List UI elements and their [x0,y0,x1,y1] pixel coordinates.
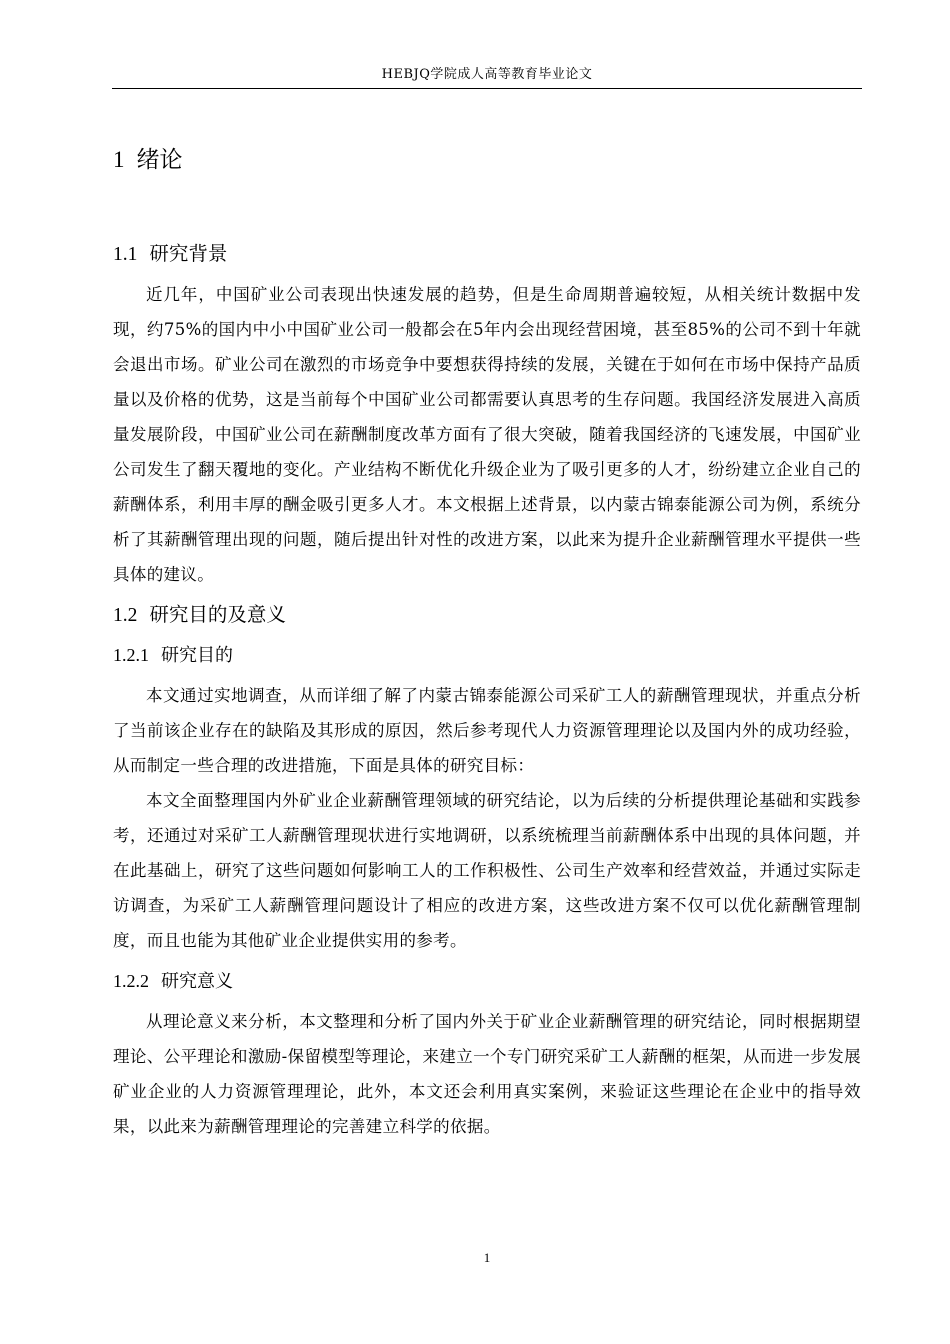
section-heading-1-1 [113,237,861,271]
subsection-heading-1-2-1 [113,638,861,672]
paragraph-background: 近几年，中国矿业公司表现出快速发展的趋势，但是生命周期普遍较短，从相关统计数据中发现，约75%的国内中小中国矿业公司一般都会在5年内会出现经营困境，甚至85%的公司不到十年就会退出市场。矿业公司在激烈的市场竞争中要想获得持续的发展，关键在于如何在市场中保持产品质量以及价格的优势，这是当前每个中国矿业公司都需要认真思考的生存问题。我国经济发展进入高质量发展阶段，中国矿业公司在薪酬制度改革方面有了很大突破，随着我国经济的飞速发展，中国矿业公司发生了翻天覆地的变化。产业结构不断优化升级企业为了吸引更多的人才，纷纷建立企业自己的薪酬体系，利用丰厚的酬金吸引更多人才。本文根据上述背景，以内蒙古锦泰能源公司为例，系统分析了其薪酬管理出现的问题，随后提出针对性的改进方案，以此来为提升企业薪酬管理水平提供一些具体的建议。 [113,285,861,584]
paragraph-purpose-1: 本文通过实地调查，从而详细了解了内蒙古锦泰能源公司采矿工人的薪酬管理现状，并重点分析了当前该企业存在的缺陷及其形成的原因，然后参考现代人力资源管理理论以及国内外的成功经验，从而制定一些合理的改进措施，下面是具体的研究目标： [113,686,861,775]
subsection-heading-1-2-2 [113,964,861,998]
body-content [113,140,861,1144]
section-title: 研究背景 [149,242,228,265]
section-title: 研究目的及意义 [149,603,286,626]
header-rule [112,88,862,89]
page-number: 1 [483,1250,491,1265]
chapter-heading [113,140,861,180]
chapter-title: 绪论 [136,147,183,173]
subsection-title: 研究意义 [161,971,233,992]
paragraph-purpose-2: 本文全面整理国内外矿业企业薪酬管理领域的研究结论，以为后续的分析提供理论基础和实践参考，还通过对采矿工人薪酬管理现状进行实地调研，以系统梳理当前薪酬体系中出现的具体问题，并在此基础上，研究了这些问题如何影响工人的工作积极性、公司生产效率和经营效益，并通过实际走访调查，为采矿工人薪酬管理问题设计了相应的改进方案，这些改进方案不仅可以优化薪酬管理制度，而且也能为其他矿业企业提供实用的参考。 [113,791,861,950]
section-heading-1-2 [113,598,861,632]
section-number: 1.1 [113,244,138,265]
section-number: 1.2 [113,605,138,626]
subsection-title: 研究目的 [161,645,233,666]
subsection-number: 1.2.2 [113,971,149,991]
chapter-number: 1 [113,147,125,172]
paragraph-significance: 从理论意义来分析，本文整理和分析了国内外关于矿业企业薪酬管理的研究结论，同时根据期望理论、公平理论和激励-保留模型等理论，来建立一个专门研究采矿工人薪酬的框架，从而进一步发展矿业企业的人力资源管理理论，此外，本文还会利用真实案例，来验证这些理论在企业中的指导效果，以此来为薪酬管理理论的完善建立科学的依据。 [113,1012,861,1136]
subsection-number: 1.2.1 [113,645,149,665]
running-header: HEBJQ学院成人高等教育毕业论文 [381,67,593,82]
